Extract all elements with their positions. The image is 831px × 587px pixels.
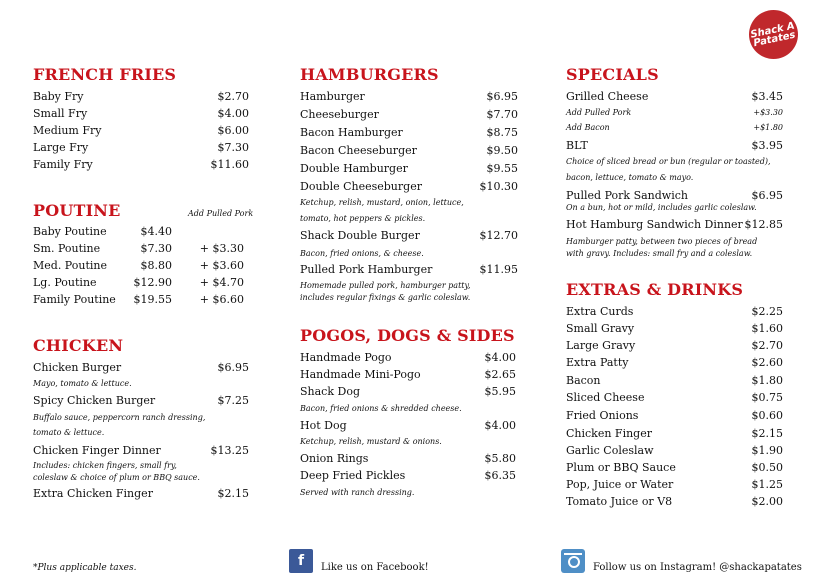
menu-item-name: Extra Patty xyxy=(566,356,629,369)
menu-item-name: Fried Onions xyxy=(566,409,639,422)
menu-item-name: Pop, Juice or Water xyxy=(566,478,674,491)
menu-item-price: $5.95 xyxy=(484,385,516,398)
menu-item-price: $2.60 xyxy=(751,356,783,369)
menu-item-name: Med. Poutine xyxy=(33,259,108,272)
menu-item-price: $2.15 xyxy=(217,487,249,500)
menu-item-price: $4.00 xyxy=(484,419,516,432)
section-title-french-fries: FRENCH FRIES xyxy=(33,65,177,84)
menu-item-name: Hot Hamburg Sandwich Dinner xyxy=(566,218,743,231)
menu-item-price: $6.95 xyxy=(486,90,518,103)
menu-item-price: $12.90 xyxy=(133,276,172,289)
menu-item-name: Baby Poutine xyxy=(33,225,107,238)
menu-item-name: Chicken Finger Dinner xyxy=(33,444,161,457)
taxes-note: *Plus applicable taxes. xyxy=(33,563,137,573)
menu-item-name: Small Gravy xyxy=(566,322,635,335)
menu-item-price: $4.00 xyxy=(484,351,516,364)
logo xyxy=(744,5,802,63)
menu-item-price: $6.95 xyxy=(217,361,249,374)
menu-item-name: Double Cheeseburger xyxy=(300,180,422,193)
menu-item-name: Grilled Cheese xyxy=(566,90,649,103)
menu-item-price: $7.30 xyxy=(140,242,172,255)
item-description: Includes: chicken fingers, small fry, xyxy=(33,461,177,470)
item-description: includes regular fixings & garlic coleslaw. xyxy=(300,293,471,302)
menu-item-price: $11.60 xyxy=(210,158,249,171)
menu-item-name: Bacon xyxy=(566,374,601,387)
menu-item-name: Family Fry xyxy=(33,158,93,171)
menu-item-name: Small Fry xyxy=(33,107,88,120)
menu-item-name: Pulled Pork Sandwich xyxy=(566,189,688,202)
facebook-text: Like us on Facebook! xyxy=(321,562,429,573)
item-description: Served with ranch dressing. xyxy=(300,488,415,497)
menu-item-name: Large Fry xyxy=(33,141,89,154)
section-title-hamburgers: HAMBURGERS xyxy=(300,65,439,84)
menu-item-price: $1.25 xyxy=(751,478,783,491)
poutine-addon-price: + $4.70 xyxy=(199,276,244,289)
menu-item-price: $5.80 xyxy=(484,452,516,465)
item-description: Ketchup, relish, mustard & onions. xyxy=(300,437,442,446)
menu-item-name: Sliced Cheese xyxy=(566,391,645,404)
menu-item-price: $2.70 xyxy=(751,339,783,352)
section-title-poutine: POUTINE xyxy=(33,201,121,220)
instagram-icon[interactable] xyxy=(561,549,585,573)
item-description: Buffalo sauce, peppercorn ranch dressing, xyxy=(33,413,206,422)
menu-item-price: $7.25 xyxy=(217,394,249,407)
menu-item-name: Onion Rings xyxy=(300,452,369,465)
addon-name: Add Bacon xyxy=(566,123,610,132)
instagram-text: Follow us on Instagram! @shackapatates xyxy=(593,562,802,573)
menu-item-name: Garlic Coleslaw xyxy=(566,444,654,457)
menu-item-price: $10.30 xyxy=(479,180,518,193)
menu-item-price: $1.90 xyxy=(751,444,783,457)
menu-item-name: Plum or BBQ Sauce xyxy=(566,461,676,474)
poutine-addon-price: + $3.30 xyxy=(199,242,244,255)
menu-item-price: $19.55 xyxy=(133,293,172,306)
menu-item-name: Lg. Poutine xyxy=(33,276,97,289)
menu-item-price: $12.70 xyxy=(479,229,518,242)
menu-item-price: $11.95 xyxy=(479,263,518,276)
item-description: with gravy. Includes: small fry and a coleslaw. xyxy=(566,249,753,258)
facebook-icon[interactable]: f xyxy=(289,549,313,573)
menu-item-name: Bacon Cheeseburger xyxy=(300,144,417,157)
menu-item-name: Shack Dog xyxy=(300,385,360,398)
section-title-chicken: CHICKEN xyxy=(33,336,124,355)
menu-item-price: $2.15 xyxy=(751,427,783,440)
menu-item-price: $4.00 xyxy=(217,107,249,120)
menu-item-price: $7.30 xyxy=(217,141,249,154)
menu-item-price: $7.70 xyxy=(486,108,518,121)
menu-item-price: $6.00 xyxy=(217,124,249,137)
menu-item-price: $2.65 xyxy=(484,368,516,381)
menu-item-price: $9.55 xyxy=(486,162,518,175)
menu-item-name: Handmade Mini-Pogo xyxy=(300,368,421,381)
menu-item-price: $4.40 xyxy=(140,225,172,238)
menu-item-name: Baby Fry xyxy=(33,90,84,103)
menu-item-price: $12.85 xyxy=(744,218,783,231)
menu-item-price: $0.50 xyxy=(751,461,783,474)
item-description: Ketchup, relish, mustard, onion, lettuce, xyxy=(300,198,464,207)
section-title-specials: SPECIALS xyxy=(566,65,659,84)
menu-item-name: Deep Fried Pickles xyxy=(300,469,406,482)
menu-item-name: Hamburger xyxy=(300,90,365,103)
menu-item-price: $8.75 xyxy=(486,126,518,139)
menu-item-price: $6.95 xyxy=(751,189,783,202)
menu-item-price: $2.25 xyxy=(751,305,783,318)
menu-item-price: $3.45 xyxy=(751,90,783,103)
item-description: Bacon, fried onions & shredded cheese. xyxy=(300,404,462,413)
item-description: Bacon, fried onions, & cheese. xyxy=(300,249,424,258)
menu-item-name: Hot Dog xyxy=(300,419,347,432)
poutine-addon-price: + $6.60 xyxy=(199,293,244,306)
menu-item-name: Double Hamburger xyxy=(300,162,408,175)
menu-item-name: BLT xyxy=(566,139,588,152)
item-description: On a bun, hot or mild, includes garlic coleslaw. xyxy=(566,203,757,212)
item-description: Hamburger patty, between two pieces of bread xyxy=(566,237,758,246)
item-description: Choice of sliced bread or bun (regular or toasted), xyxy=(566,157,771,166)
item-description: Mayo, tomato & lettuce. xyxy=(33,379,132,388)
menu-item-price: $0.60 xyxy=(751,409,783,422)
item-description: Homemade pulled pork, hamburger patty, xyxy=(300,281,471,290)
menu-item-name: Tomato Juice or V8 xyxy=(566,495,673,508)
menu-item-price: $6.35 xyxy=(484,469,516,482)
menu-item-name: Family Poutine xyxy=(33,293,116,306)
menu-item-name: Handmade Pogo xyxy=(300,351,392,364)
item-description: bacon, lettuce, tomato & mayo. xyxy=(566,173,694,182)
menu-item-price: $3.95 xyxy=(751,139,783,152)
addon-price: +$1.80 xyxy=(753,123,783,132)
menu-item-name: Chicken Finger xyxy=(566,427,652,440)
menu-item-price: $0.75 xyxy=(751,391,783,404)
menu-item-name: Chicken Burger xyxy=(33,361,122,374)
menu-item-price: $1.60 xyxy=(751,322,783,335)
menu-item-name: Large Gravy xyxy=(566,339,636,352)
item-description: tomato, hot peppers & pickles. xyxy=(300,214,426,223)
menu-item-name: Cheeseburger xyxy=(300,108,379,121)
poutine-addon-price: + $3.60 xyxy=(199,259,244,272)
menu-item-price: $2.00 xyxy=(751,495,783,508)
menu-item-name: Sm. Poutine xyxy=(33,242,101,255)
logo-text: Shack A Patates xyxy=(749,20,797,49)
menu-item-name: Shack Double Burger xyxy=(300,229,420,242)
item-description: tomato & lettuce. xyxy=(33,428,105,437)
menu-item-name: Extra Chicken Finger xyxy=(33,487,153,500)
section-title-extras: EXTRAS & DRINKS xyxy=(566,280,744,299)
menu-item-price: $9.50 xyxy=(486,144,518,157)
addon-name: Add Pulled Pork xyxy=(566,108,632,117)
menu-item-name: Medium Fry xyxy=(33,124,102,137)
poutine-addon-header: Add Pulled Pork xyxy=(188,209,254,218)
item-description: coleslaw & choice of plum or BBQ sauce. xyxy=(33,473,200,482)
menu-item-name: Bacon Hamburger xyxy=(300,126,403,139)
menu-item-price: $8.80 xyxy=(140,259,172,272)
menu-item-name: Extra Curds xyxy=(566,305,634,318)
section-title-pogos: POGOS, DOGS & SIDES xyxy=(300,326,515,345)
menu-item-price: $1.80 xyxy=(751,374,783,387)
menu-item-name: Spicy Chicken Burger xyxy=(33,394,156,407)
menu-item-name: Pulled Pork Hamburger xyxy=(300,263,433,276)
menu-item-price: $13.25 xyxy=(210,444,249,457)
addon-price: +$3.30 xyxy=(753,108,783,117)
menu-item-price: $2.70 xyxy=(217,90,249,103)
